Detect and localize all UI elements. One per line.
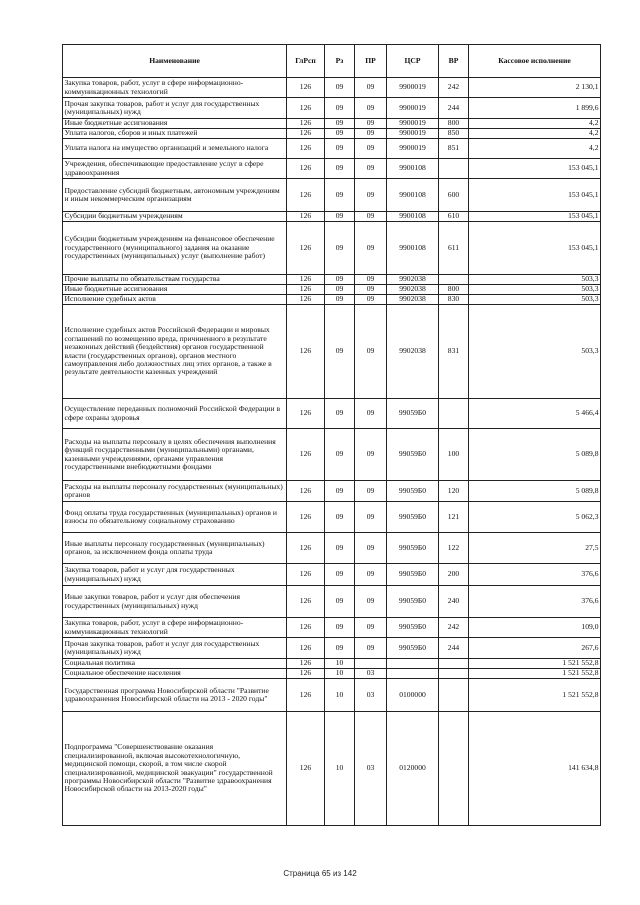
cell-glrsp: 126 bbox=[287, 275, 325, 285]
cell-glrsp: 126 bbox=[287, 159, 325, 179]
cell-pr: 09 bbox=[355, 564, 387, 586]
cell-pr: 09 bbox=[355, 399, 387, 429]
cell-amount: 153 045,1 bbox=[469, 222, 601, 275]
cell-pr: 03 bbox=[355, 712, 387, 826]
cell-name: Учреждения, обеспечивающие предоставление услуг в сфере здравоохранения bbox=[63, 159, 287, 179]
cell-glrsp: 126 bbox=[287, 179, 325, 212]
cell-name: Уплата налогов, сборов и иных платежей bbox=[63, 129, 287, 139]
cell-amount: 153 045,1 bbox=[469, 159, 601, 179]
cell-glrsp: 126 bbox=[287, 533, 325, 564]
table-row bbox=[63, 98, 601, 119]
cell-amount: 27,5 bbox=[469, 533, 601, 564]
table-row bbox=[63, 212, 601, 222]
cell-vr: 851 bbox=[439, 139, 469, 159]
cell-glrsp: 126 bbox=[287, 139, 325, 159]
cell-vr bbox=[439, 669, 469, 679]
cell-name: Иные бюджетные ассигнования bbox=[63, 119, 287, 129]
cell-name: Уплата налога на имущество организаций и земельного налога bbox=[63, 139, 287, 159]
table-row bbox=[63, 159, 601, 179]
cell-rz: 09 bbox=[325, 78, 355, 98]
table-row bbox=[63, 618, 601, 638]
table-row bbox=[63, 638, 601, 659]
table-row bbox=[63, 305, 601, 399]
cell-amount: 5 089,8 bbox=[469, 429, 601, 481]
cell-csr: 9900108 bbox=[387, 179, 439, 212]
cell-vr: 610 bbox=[439, 212, 469, 222]
cell-vr: 600 bbox=[439, 179, 469, 212]
cell-glrsp: 126 bbox=[287, 129, 325, 139]
cell-pr: 09 bbox=[355, 586, 387, 618]
table-row bbox=[63, 222, 601, 275]
cell-csr: 9900019 bbox=[387, 98, 439, 119]
cell-rz: 09 bbox=[325, 429, 355, 481]
cell-vr bbox=[439, 712, 469, 826]
cell-rz: 09 bbox=[325, 119, 355, 129]
cell-glrsp: 126 bbox=[287, 638, 325, 659]
cell-name: Социальная политика bbox=[63, 659, 287, 669]
cell-glrsp: 126 bbox=[287, 399, 325, 429]
cell-pr: 09 bbox=[355, 129, 387, 139]
table-row bbox=[63, 564, 601, 586]
cell-name: Иные бюджетные ассигнования bbox=[63, 285, 287, 295]
cell-vr: 242 bbox=[439, 78, 469, 98]
header-name: Наименование bbox=[63, 45, 287, 78]
cell-rz: 10 bbox=[325, 669, 355, 679]
cell-vr: 800 bbox=[439, 119, 469, 129]
cell-pr: 09 bbox=[355, 98, 387, 119]
cell-amount: 4,2 bbox=[469, 139, 601, 159]
page-number: Страница 65 из 142 bbox=[283, 869, 357, 878]
cell-amount: 1 521 552,8 bbox=[469, 679, 601, 712]
cell-rz: 09 bbox=[325, 222, 355, 275]
cell-rz: 09 bbox=[325, 305, 355, 399]
table-header-row bbox=[63, 45, 601, 78]
cell-vr: 800 bbox=[439, 285, 469, 295]
cell-csr: 9900019 bbox=[387, 119, 439, 129]
cell-name: Осуществление переданных полномочий Российской Федерации в сфере охраны здоровья bbox=[63, 399, 287, 429]
table-row bbox=[63, 285, 601, 295]
table-row bbox=[63, 679, 601, 712]
cell-pr: 09 bbox=[355, 159, 387, 179]
cell-amount: 109,0 bbox=[469, 618, 601, 638]
cell-pr: 09 bbox=[355, 429, 387, 481]
cell-csr: 9902038 bbox=[387, 275, 439, 285]
budget-execution-table bbox=[62, 44, 601, 826]
cell-vr: 240 bbox=[439, 586, 469, 618]
cell-rz: 09 bbox=[325, 275, 355, 285]
cell-pr: 09 bbox=[355, 78, 387, 98]
table-row bbox=[63, 659, 601, 669]
cell-csr: 9900108 bbox=[387, 212, 439, 222]
cell-glrsp: 126 bbox=[287, 222, 325, 275]
cell-name: Субсидии бюджетным учреждениям bbox=[63, 212, 287, 222]
cell-name: Прочие выплаты по обязательствам государства bbox=[63, 275, 287, 285]
cell-amount: 4,2 bbox=[469, 119, 601, 129]
cell-name: Закупка товаров, работ и услуг для государственных (муниципальных) нужд bbox=[63, 564, 287, 586]
cell-amount: 503,3 bbox=[469, 305, 601, 399]
cell-rz: 09 bbox=[325, 618, 355, 638]
cell-vr bbox=[439, 679, 469, 712]
cell-rz: 09 bbox=[325, 285, 355, 295]
table-row bbox=[63, 295, 601, 305]
cell-csr: 99059Б0 bbox=[387, 429, 439, 481]
cell-csr: 99059Б0 bbox=[387, 533, 439, 564]
cell-pr: 09 bbox=[355, 222, 387, 275]
cell-name: Предоставление субсидий бюджетным, автономным учреждениям и иным некоммерческим организациям bbox=[63, 179, 287, 212]
cell-rz: 09 bbox=[325, 502, 355, 533]
cell-vr: 120 bbox=[439, 481, 469, 502]
cell-vr: 850 bbox=[439, 129, 469, 139]
cell-name: Фонд оплаты труда государственных (муниципальных) органов и взносы по обязательному социальному страхованию bbox=[63, 502, 287, 533]
cell-rz: 09 bbox=[325, 129, 355, 139]
header-rz: Рз bbox=[325, 45, 355, 78]
cell-name: Субсидии бюджетным учреждениям на финансовое обеспечение государственного (муниципального) задания на оказание государственных (муниципальных) услуг (выполнение работ) bbox=[63, 222, 287, 275]
cell-csr: 99059Б0 bbox=[387, 481, 439, 502]
cell-vr: 100 bbox=[439, 429, 469, 481]
cell-vr: 611 bbox=[439, 222, 469, 275]
cell-glrsp: 126 bbox=[287, 586, 325, 618]
table-row bbox=[63, 481, 601, 502]
cell-rz: 10 bbox=[325, 679, 355, 712]
cell-pr bbox=[355, 659, 387, 669]
cell-vr: 244 bbox=[439, 98, 469, 119]
cell-pr: 09 bbox=[355, 179, 387, 212]
cell-rz: 09 bbox=[325, 212, 355, 222]
cell-amount: 153 045,1 bbox=[469, 179, 601, 212]
cell-pr: 03 bbox=[355, 679, 387, 712]
cell-amount: 503,3 bbox=[469, 275, 601, 285]
cell-name: Исполнение судебных актов Российской Федерации и мировых соглашений по возмещению вреда, причиненного в результате незаконных действий (бездействия) органов государственной власти (государственных органов), органов местного самоуправления либо должностных лиц этих органов, а также в результате деятельности казенных учреждений bbox=[63, 305, 287, 399]
cell-pr: 09 bbox=[355, 638, 387, 659]
cell-csr: 0120000 bbox=[387, 712, 439, 826]
cell-name: Иные выплаты персоналу государственных (муниципальных) органов, за исключением фонда оплаты труда bbox=[63, 533, 287, 564]
cell-glrsp: 126 bbox=[287, 679, 325, 712]
cell-pr: 09 bbox=[355, 502, 387, 533]
cell-csr: 99059Б0 bbox=[387, 638, 439, 659]
cell-csr: 9902038 bbox=[387, 305, 439, 399]
cell-glrsp: 126 bbox=[287, 285, 325, 295]
cell-pr: 09 bbox=[355, 305, 387, 399]
cell-csr: 99059Б0 bbox=[387, 618, 439, 638]
cell-name: Иные закупки товаров, работ и услуг для обеспечения государственных (муниципальных) нужд bbox=[63, 586, 287, 618]
cell-name: Прочая закупка товаров, работ и услуг для государственных (муниципальных) нужд bbox=[63, 98, 287, 119]
cell-glrsp: 126 bbox=[287, 564, 325, 586]
cell-glrsp: 126 bbox=[287, 669, 325, 679]
cell-rz: 10 bbox=[325, 659, 355, 669]
table-row bbox=[63, 179, 601, 212]
cell-vr bbox=[439, 275, 469, 285]
cell-name: Прочая закупка товаров, работ и услуг для государственных (муниципальных) нужд bbox=[63, 638, 287, 659]
table-row bbox=[63, 429, 601, 481]
cell-glrsp: 126 bbox=[287, 429, 325, 481]
cell-vr bbox=[439, 659, 469, 669]
cell-pr: 09 bbox=[355, 295, 387, 305]
cell-amount: 4,2 bbox=[469, 129, 601, 139]
cell-glrsp: 126 bbox=[287, 78, 325, 98]
cell-csr: 9900019 bbox=[387, 129, 439, 139]
cell-amount: 267,6 bbox=[469, 638, 601, 659]
cell-pr: 09 bbox=[355, 119, 387, 129]
cell-rz: 09 bbox=[325, 638, 355, 659]
cell-amount: 1 521 552,8 bbox=[469, 669, 601, 679]
table-row bbox=[63, 502, 601, 533]
cell-amount: 376,6 bbox=[469, 586, 601, 618]
table-row bbox=[63, 399, 601, 429]
cell-amount: 503,3 bbox=[469, 285, 601, 295]
table-row bbox=[63, 669, 601, 679]
header-pr: ПР bbox=[355, 45, 387, 78]
cell-amount: 5 062,3 bbox=[469, 502, 601, 533]
cell-csr: 99059Б0 bbox=[387, 564, 439, 586]
cell-pr: 09 bbox=[355, 275, 387, 285]
cell-name: Закупка товаров, работ, услуг в сфере информационно-коммуникационных технологий bbox=[63, 78, 287, 98]
table-row bbox=[63, 119, 601, 129]
cell-csr bbox=[387, 669, 439, 679]
header-glrsp: ГлРсп bbox=[287, 45, 325, 78]
cell-pr: 09 bbox=[355, 139, 387, 159]
cell-rz: 09 bbox=[325, 179, 355, 212]
cell-amount: 2 130,1 bbox=[469, 78, 601, 98]
cell-vr: 121 bbox=[439, 502, 469, 533]
cell-amount: 1 521 552,8 bbox=[469, 659, 601, 669]
cell-csr bbox=[387, 659, 439, 669]
cell-csr: 9900108 bbox=[387, 222, 439, 275]
cell-pr: 03 bbox=[355, 669, 387, 679]
cell-name: Социальное обеспечение населения bbox=[63, 669, 287, 679]
cell-csr: 9900019 bbox=[387, 139, 439, 159]
cell-pr: 09 bbox=[355, 212, 387, 222]
cell-vr: 200 bbox=[439, 564, 469, 586]
cell-amount: 5 466,4 bbox=[469, 399, 601, 429]
cell-amount: 503,3 bbox=[469, 295, 601, 305]
table-row bbox=[63, 275, 601, 285]
cell-csr: 9902038 bbox=[387, 295, 439, 305]
cell-glrsp: 126 bbox=[287, 712, 325, 826]
cell-rz: 09 bbox=[325, 564, 355, 586]
cell-csr: 0100000 bbox=[387, 679, 439, 712]
cell-rz: 09 bbox=[325, 139, 355, 159]
table-row bbox=[63, 139, 601, 159]
cell-vr: 242 bbox=[439, 618, 469, 638]
cell-amount: 1 899,6 bbox=[469, 98, 601, 119]
cell-amount: 141 634,8 bbox=[469, 712, 601, 826]
cell-vr: 244 bbox=[439, 638, 469, 659]
cell-name: Расходы на выплаты персоналу в целях обеспечения выполнения функций государственными (муниципальными) органами, казенными учреждениями, органами управления государственными внебюджетными фондами bbox=[63, 429, 287, 481]
cell-csr: 99059Б0 bbox=[387, 586, 439, 618]
cell-pr: 09 bbox=[355, 481, 387, 502]
cell-glrsp: 126 bbox=[287, 659, 325, 669]
cell-amount: 376,6 bbox=[469, 564, 601, 586]
cell-rz: 09 bbox=[325, 481, 355, 502]
header-vr: ВР bbox=[439, 45, 469, 78]
cell-rz: 09 bbox=[325, 533, 355, 564]
cell-glrsp: 126 bbox=[287, 502, 325, 533]
cell-pr: 09 bbox=[355, 285, 387, 295]
cell-rz: 09 bbox=[325, 586, 355, 618]
header-csr: ЦСР bbox=[387, 45, 439, 78]
cell-name: Расходы на выплаты персоналу государственных (муниципальных) органов bbox=[63, 481, 287, 502]
cell-csr: 9902038 bbox=[387, 285, 439, 295]
cell-glrsp: 126 bbox=[287, 481, 325, 502]
table-body bbox=[63, 78, 601, 826]
cell-pr: 09 bbox=[355, 533, 387, 564]
cell-glrsp: 126 bbox=[287, 295, 325, 305]
cell-glrsp: 126 bbox=[287, 212, 325, 222]
cell-glrsp: 126 bbox=[287, 305, 325, 399]
header-amount: Кассовое исполнение bbox=[469, 45, 601, 78]
table-row bbox=[63, 78, 601, 98]
cell-name: Закупка товаров, работ, услуг в сфере информационно-коммуникационных технологий bbox=[63, 618, 287, 638]
cell-glrsp: 126 bbox=[287, 98, 325, 119]
table-row bbox=[63, 533, 601, 564]
cell-csr: 99059Б0 bbox=[387, 502, 439, 533]
cell-csr: 9900019 bbox=[387, 78, 439, 98]
cell-rz: 09 bbox=[325, 399, 355, 429]
cell-rz: 09 bbox=[325, 159, 355, 179]
cell-vr: 122 bbox=[439, 533, 469, 564]
cell-name: Государственная программа Новосибирской области "Развитие здравоохранения Новосибирской области на 2013 - 2020 годы" bbox=[63, 679, 287, 712]
cell-name: Подпрограмма "Совершенствование оказания специализированной, включая высокотехнологичную, медицинской помощи, скорой, в том числе скорой специализированной, медицинской эвакуации" государственной программы Новосибирской области "Развитие здравоохранения Новосибирской области на 2013-2020 годы" bbox=[63, 712, 287, 826]
cell-glrsp: 126 bbox=[287, 618, 325, 638]
cell-vr: 830 bbox=[439, 295, 469, 305]
cell-csr: 99059Б0 bbox=[387, 399, 439, 429]
cell-rz: 09 bbox=[325, 98, 355, 119]
cell-pr: 09 bbox=[355, 618, 387, 638]
cell-vr bbox=[439, 159, 469, 179]
table-row bbox=[63, 712, 601, 826]
cell-rz: 09 bbox=[325, 295, 355, 305]
table-row bbox=[63, 129, 601, 139]
cell-csr: 9900108 bbox=[387, 159, 439, 179]
cell-name: Исполнение судебных актов bbox=[63, 295, 287, 305]
table-row bbox=[63, 586, 601, 618]
cell-vr bbox=[439, 399, 469, 429]
cell-amount: 153 045,1 bbox=[469, 212, 601, 222]
cell-vr: 831 bbox=[439, 305, 469, 399]
cell-glrsp: 126 bbox=[287, 119, 325, 129]
cell-amount: 5 089,8 bbox=[469, 481, 601, 502]
cell-rz: 10 bbox=[325, 712, 355, 826]
